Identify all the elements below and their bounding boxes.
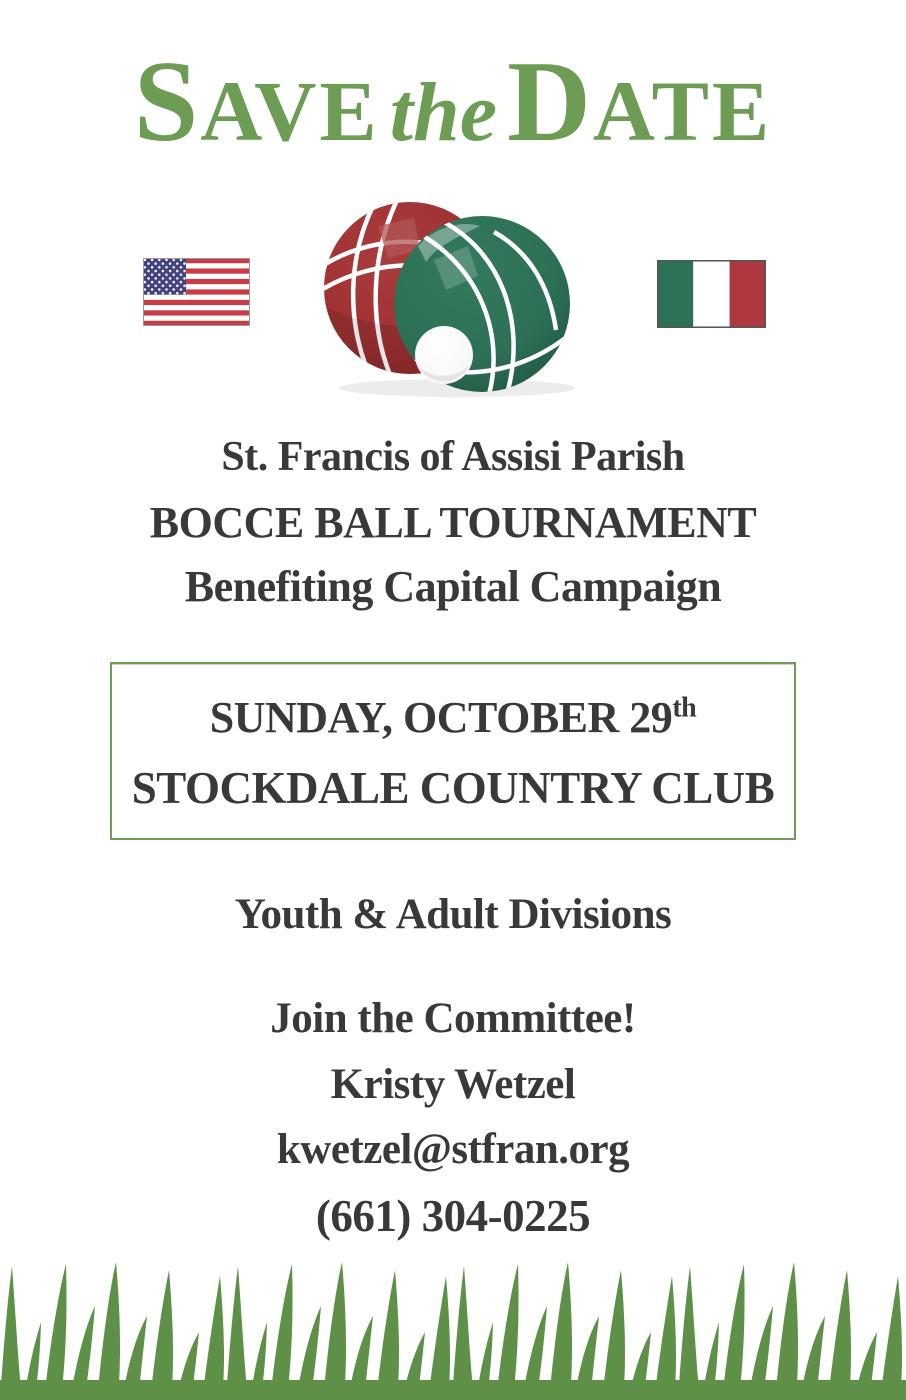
event-date-text: SUNDAY, OCTOBER 29 [209, 692, 673, 742]
title-save-rest: AVE [200, 63, 380, 159]
title-save-initial: S [133, 38, 201, 166]
date-venue-box [110, 662, 796, 840]
title-date-initial: D [507, 38, 593, 166]
event-date [209, 691, 697, 742]
grass-border-image [0, 1260, 906, 1400]
italy-flag-icon [657, 260, 766, 328]
event-date-suffix: th [672, 691, 697, 723]
page-title [0, 38, 906, 166]
divisions-line: Youth & Adult Divisions [234, 891, 672, 938]
title-the: the [389, 66, 498, 159]
us-flag-icon [143, 258, 250, 326]
contact-phone: (661) 304-0225 [315, 1191, 591, 1241]
benefit-line: Benefiting Capital Campaign [184, 562, 722, 611]
parish-name: St. Francis of Assisi Parish [221, 434, 685, 480]
contact-email: kwetzel@stfran.org [276, 1126, 630, 1173]
committee-heading: Join the Committee! [270, 995, 636, 1042]
bocce-balls-icon [322, 198, 588, 398]
event-name: BOCCE BALL TOURNAMENT [149, 498, 757, 547]
title-date-rest: ATE [592, 63, 773, 159]
contact-name: Kristy Wetzel [330, 1061, 576, 1108]
event-venue: STOCKDALE COUNTRY CLUB [131, 762, 775, 813]
